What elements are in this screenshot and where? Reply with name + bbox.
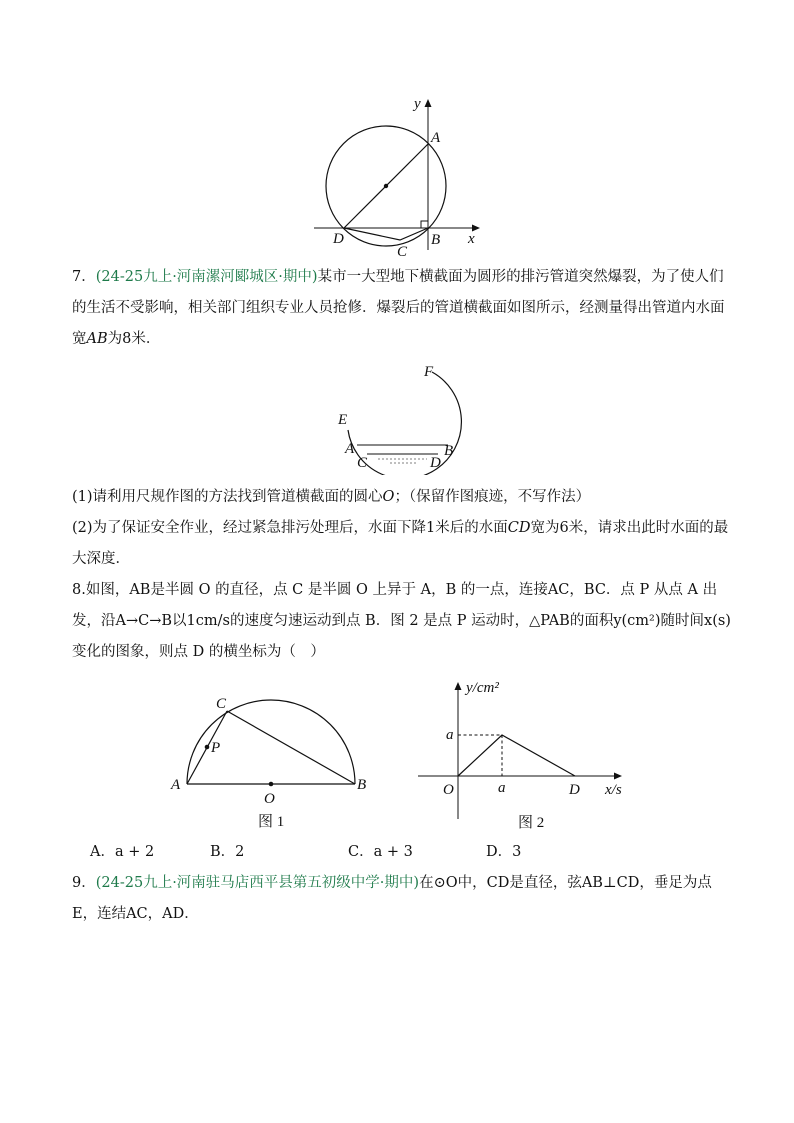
question-number: 7． xyxy=(72,269,96,285)
label-o: O xyxy=(264,791,275,807)
question-source: (24-25九上·河南漯河郾城区·期中) xyxy=(95,269,318,285)
question-number: 9． xyxy=(72,875,96,891)
part-2-text-end: 宽为6米，请求出此时水面的最大深度． xyxy=(72,520,729,567)
label-c: C xyxy=(357,455,368,471)
question-text: 某市一大型地下横截面为圆形的排污管道突然爆裂，为了使人们的生活不受影响，相关部门组织专业人员抢修．爆裂后的管道横截面如图所示，经测量得出管道内水面宽 xyxy=(72,269,725,347)
label-f: F xyxy=(424,364,434,380)
y-axis-arrow xyxy=(455,682,462,690)
label-a-y: a xyxy=(446,727,454,743)
option-c[interactable]: C．a + 3 xyxy=(348,844,413,860)
point-p xyxy=(205,745,210,750)
label-a: A xyxy=(345,441,355,457)
question-8-stem: 8.如图，AB是半圆 O 的直径，点 C 是半圆 O 上异于 A，B 的一点，连接AC，BC．点 P 从点 A 出发，沿A→C→B以1cm/s的速度匀速运动到点 B．图 2 是点 P 运动时，△PAB的面积y(cm²)随时间x(s)变化的图象，则点 D 的横坐标为（ ） xyxy=(72,582,731,660)
option-a[interactable]: A．a + 2 xyxy=(90,844,155,860)
segment-cb xyxy=(227,711,355,784)
label-p: P xyxy=(211,740,221,756)
question-text: 在⊙O中，CD是直径，弦AB⊥CD，垂足为点 E，连结AC，AD． xyxy=(72,875,712,922)
question-7-part-1 xyxy=(72,482,732,513)
var-o: O xyxy=(382,489,395,505)
label-c: C xyxy=(397,244,408,260)
var-cd: CD xyxy=(507,520,531,536)
part-2-text: (2)为了保证安全作业，经过紧急排污处理后，水面下降1米后的水面 xyxy=(72,520,508,536)
area-graph xyxy=(458,735,575,776)
question-7-stem xyxy=(72,262,732,355)
y-axis-label: y/cm² xyxy=(466,680,499,696)
label-origin: O xyxy=(443,782,454,798)
label-b: B xyxy=(431,232,441,248)
option-b[interactable]: B．2 xyxy=(210,844,245,860)
y-axis-arrow xyxy=(425,99,432,107)
label-d: D xyxy=(569,782,580,798)
x-axis-arrow xyxy=(614,773,622,780)
label-a: A xyxy=(171,777,181,793)
figure-2-graph xyxy=(410,674,640,839)
label-d: D xyxy=(333,231,344,247)
label-x: x xyxy=(468,231,475,247)
circle-axes-figure xyxy=(300,90,500,260)
label-d: D xyxy=(430,455,441,471)
label-a-x: a xyxy=(498,780,506,796)
figure-2-caption: 图 2 xyxy=(518,815,545,831)
right-angle-mark xyxy=(421,221,428,228)
label-a: A xyxy=(431,130,441,146)
part-1-note: ；（保留作图痕迹，不写作法） xyxy=(394,489,591,505)
question-source: (24-25九上·河南驻马店西平县第五初级中学·期中) xyxy=(95,875,420,891)
label-b: B xyxy=(357,777,367,793)
label-c: C xyxy=(216,696,227,712)
var-ab: AB xyxy=(86,331,108,347)
question-text-end: 为8米． xyxy=(107,331,161,347)
question-9-stem xyxy=(72,868,732,930)
label-y: y xyxy=(414,96,421,112)
segment-da xyxy=(344,144,428,228)
pipe-figure xyxy=(330,360,470,475)
option-d[interactable]: D．3 xyxy=(486,844,522,860)
point-o xyxy=(269,782,274,787)
question-7-part-2 xyxy=(72,513,732,575)
figure-1-semicircle xyxy=(160,688,380,838)
label-e: E xyxy=(338,412,348,428)
figure-1-caption: 图 1 xyxy=(258,814,285,830)
x-axis-label: x/s xyxy=(605,782,622,798)
label-b: B xyxy=(444,443,454,459)
part-1-text: (1)请利用尺规作图的方法找到管道横截面的圆心 xyxy=(72,489,383,505)
